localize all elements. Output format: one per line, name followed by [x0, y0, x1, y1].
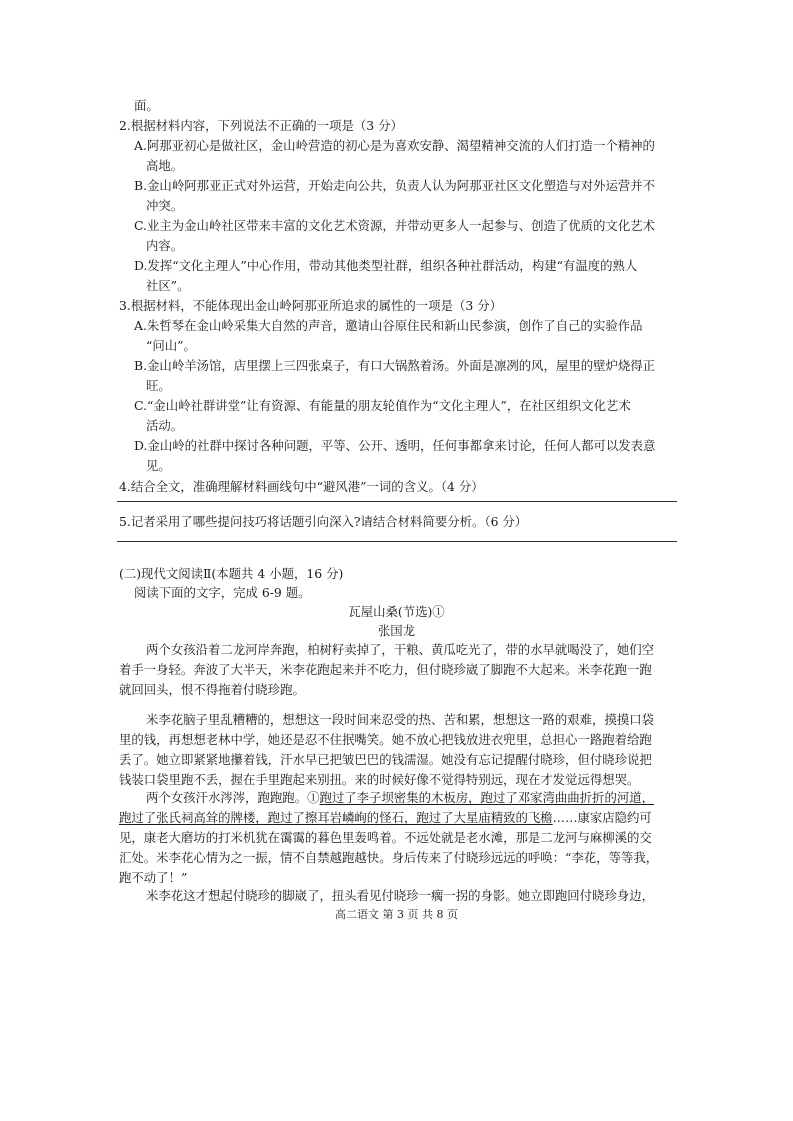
q4-stem: 4.结合全文，准确理解材料画线句中“避风港”一词的含义。（4 分）: [119, 479, 484, 494]
q2-option-d: D.发挥“文化主理人”中心作用，带动其他类型社群，组织各种社群活动，构建“有温度的熟人: [134, 258, 638, 273]
q3-option-c-cont: 活动。: [146, 418, 184, 433]
answer-line-q4: [117, 501, 677, 502]
p3-line1-plain: 两个女孩汗水涔涔，跑跑跑。①: [146, 790, 320, 805]
q5-stem: 5.记者采用了哪些提问技巧将话题引向深入?请结合材料简要分析。（6 分）: [119, 514, 528, 529]
passage-author: 张国龙: [377, 623, 416, 638]
q3-option-d: D.金山岭的社群中探讨各种问题，平等、公开、透明，任何事都拿来讨论，任何人都可以发表意: [134, 438, 656, 453]
passage-p2-line1: 米李花脑子里乱糟糟的，想想这一段时间来忍受的热、苦和累，想想这一路的艰难，摸摸口袋: [146, 712, 655, 727]
section-heading: (二)现代文阅读Ⅱ(本题共 4 小题，16 分): [119, 566, 344, 581]
q2-option-c-cont: 内容。: [146, 238, 184, 253]
answer-line-q5: [117, 541, 677, 542]
passage-p2-line2: 里的钱，再想想老林中学，她还是忍不住抿嘴笑。她不放心把钱放进衣兜里，总担心一路跑着给跑: [119, 732, 652, 747]
underlined-sentence-part2: 跑过了张氏祠高耸的牌楼，跑过了擦耳岩嶙峋的怪石，跑过了大星庙精致的飞檐: [119, 810, 553, 825]
passage-p4-line1: 米李花这才想起付晓珍的脚崴了，扭头看见付晓珍一瘸一拐的身影。她立即跑回付晓珍身边，: [146, 888, 655, 903]
q3-stem: 3.根据材料，不能体现出金山岭阿那亚所追求的属性的一项是（3 分）: [119, 298, 502, 313]
passage-p3-line5: 跑不动了！”: [119, 870, 188, 885]
page-footer: 高二语文 第 3 页 共 8 页: [335, 908, 458, 921]
q2-option-a-cont: 高地。: [146, 158, 184, 173]
top-fragment: 面。: [134, 98, 159, 113]
q2-option-d-cont: 社区”。: [146, 278, 190, 293]
passage-p1-line2: 着手一身轻。奔波了大半天，米李花跑起来并不吃力，但付晓珍崴了脚跑不大起来。米李花跑一跑: [119, 662, 652, 677]
q3-option-a: A.朱哲琴在金山岭采集大自然的声音，邀请山谷原住民和新山民参演，创作了自己的实验作品: [134, 318, 643, 333]
q3-option-a-cont: “问山”。: [146, 338, 196, 353]
passage-p2-line3: 丢了。她立即紧紧地攥着钱，汗水早已把皱巴巴的钱濡湿。她没有忘记提醒付晓珍，但付晓珍说把: [119, 752, 652, 767]
q2-option-a: A.阿那亚初心是做社区，金山岭营造的初心是为喜欢安静、渴望精神交流的人们打造一个精神的: [134, 138, 655, 153]
q2-option-b: B.金山岭阿那亚正式对外运营，开始走向公共，负责人认为阿那亚社区文化塑造与对外运营并不: [134, 178, 656, 193]
underlined-sentence-part1: 跑过了李子坝密集的木板房，跑过了邓家湾曲曲折折的河道，: [319, 790, 655, 805]
q2-stem: 2.根据材料内容，下列说法不正确的一项是（3 分）: [119, 118, 403, 133]
q2-option-b-cont: 冲突。: [146, 198, 184, 213]
p3-line2-plain: ……康家店隐约可: [552, 810, 652, 825]
q3-option-d-cont: 见。: [146, 458, 171, 473]
section-instruction: 阅读下面的文字，完成 6-9 题。: [134, 585, 311, 600]
q2-option-c: C.业主为金山岭社区带来丰富的文化艺术资源，并带动更多人一起参与、创造了优质的文化艺术: [134, 218, 655, 233]
q3-option-b-cont: 旺。: [146, 378, 171, 393]
passage-p3-line4: 汇处。米李花心情为之一振，情不自禁越跑越快。身后传来了付晓珍远远的呼唤：“李花，等等我，: [119, 850, 659, 865]
passage-p3-line1: [146, 790, 654, 806]
q3-option-b: B.金山岭羊汤馆，店里摆上三四张桌子，有口大锅熬着汤。外面是凛冽的风，屋里的壁炉烧得正: [134, 358, 656, 373]
passage-p2-line4: 钱装口袋里跑不丢，握在手里跑起来别扭。来的时候好像不觉得特别远，现在才发觉远得想哭。: [119, 772, 640, 787]
passage-p1-line1: 两个女孩沿着二龙河岸奔跑，柏树籽卖掉了，干粮、黄瓜吃光了，带的水早就喝没了，她们空: [146, 642, 655, 657]
passage-title: 瓦屋山桑(节选)①: [348, 604, 445, 619]
q3-option-c: C.“金山岭社群讲堂”让有资源、有能量的朋友轮值作为“文化主理人”，在社区组织文化艺术: [134, 398, 631, 413]
passage-p3-line2: [119, 810, 652, 826]
passage-p3-line3: 见，康老大磨坊的打米机犹在霭霭的暮色里轰鸣着。不远处就是老水滩，那是二龙河与麻柳溪的交: [119, 830, 652, 845]
passage-p1-line3: 就回回头，恨不得拖着付晓珍跑。: [119, 682, 305, 697]
